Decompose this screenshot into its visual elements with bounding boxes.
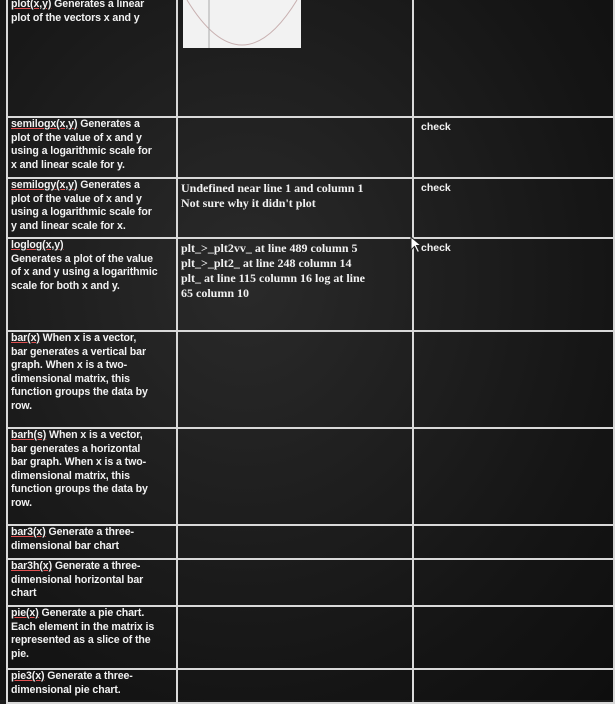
notes-cell	[177, 606, 413, 669]
function-description	[7, 331, 177, 428]
status-text	[417, 526, 610, 529]
table-row	[7, 331, 614, 428]
note-text	[181, 118, 409, 120]
function-name: semilogx(x,y)	[11, 118, 78, 130]
note-text: Undefined near line 1 and column 1 Not sure why it didn't plot	[181, 181, 364, 210]
function-description	[7, 178, 177, 238]
function-text: Generates a plot of the value of x and y using a logarithmic scale for y and linear scale for x.	[11, 179, 152, 232]
status-cell	[413, 428, 614, 525]
note-text: plt_>_plt2vv_ at line 489 column 5 plt_>_plt2_ at line 248 column 14 plt_ at line 115 column 16 log at line 65 column 10	[181, 241, 366, 300]
note-text	[181, 560, 409, 562]
plot-thumbnail	[183, 0, 301, 48]
function-name: bar(x)	[11, 332, 40, 344]
notes-cell	[177, 331, 413, 428]
status-text	[417, 0, 610, 1]
note-text	[181, 526, 409, 528]
function-name: semilogy(x,y)	[11, 179, 78, 191]
table-row	[7, 606, 614, 669]
status-cell	[413, 0, 614, 117]
status-cell	[413, 606, 614, 669]
status-cell	[413, 559, 614, 606]
function-text: Generates a plot of the value of x and y using a logarithmic scale for both x and y.	[11, 252, 158, 292]
note-text	[181, 429, 409, 431]
function-name: pie3(x)	[11, 670, 45, 682]
function-description	[7, 117, 177, 178]
function-text: Generate a three- dimensional pie chart.	[11, 670, 133, 696]
table-row	[7, 117, 614, 178]
function-table	[6, 0, 615, 704]
function-description	[7, 0, 177, 117]
function-description	[7, 238, 177, 331]
function-text: Generate a three- dimensional horizontal bar chart	[11, 560, 144, 600]
notes-cell	[177, 669, 413, 703]
status-text	[417, 332, 610, 335]
status-cell	[413, 525, 614, 559]
function-name: pie(x)	[11, 607, 39, 619]
function-name: loglog(x,y)	[11, 239, 64, 251]
status-cell	[413, 238, 614, 331]
status-text: check	[421, 182, 451, 194]
table-row	[7, 0, 614, 117]
function-name: bar3h(x)	[11, 560, 52, 572]
function-text: Generates a plot of the value of x and y using a logarithmic scale for x and linear scale for y.	[11, 118, 152, 171]
status-cell	[413, 178, 614, 238]
table-row	[7, 559, 614, 606]
note-text	[181, 607, 409, 609]
note-text	[181, 670, 409, 672]
note-text	[181, 332, 409, 334]
table-row	[7, 525, 614, 559]
notes-cell	[177, 428, 413, 525]
status-text: check	[421, 242, 451, 254]
function-description	[7, 559, 177, 606]
status-text	[417, 560, 610, 563]
notes-cell	[177, 117, 413, 178]
mouse-pointer-icon	[410, 236, 424, 259]
function-text: Generate a pie chart. Each element in the matrix is represented as a slice of the pie.	[11, 607, 155, 660]
function-description	[7, 428, 177, 525]
status-text: check	[421, 121, 451, 133]
note-text	[181, 48, 409, 50]
table-row	[7, 428, 614, 525]
function-name: bar3(x)	[11, 526, 46, 538]
status-cell	[413, 331, 614, 428]
status-text	[417, 670, 610, 673]
status-cell	[413, 117, 614, 178]
function-text: When x is a vector, bar generates a horizontal bar graph. When x is a two- dimensional matrix, this function groups the data by row.	[11, 429, 148, 509]
function-text: When x is a vector, bar generates a vertical bar graph. When x is a two- dimensional matrix, this function groups the data by row.	[11, 332, 148, 412]
function-name: barh(s)	[11, 429, 47, 441]
function-text: Generate a three- dimensional bar chart	[11, 526, 134, 552]
notes-cell	[177, 238, 413, 331]
function-description	[7, 606, 177, 669]
notes-cell	[177, 559, 413, 606]
table-row	[7, 178, 614, 238]
status-text	[417, 429, 610, 432]
function-text: Generates a linear plot of the vectors x and y	[11, 0, 145, 24]
notes-cell	[177, 525, 413, 559]
function-name: plot(x,y)	[11, 0, 52, 10]
table-row	[7, 238, 614, 331]
function-description	[7, 669, 177, 703]
status-text	[417, 607, 610, 610]
status-cell	[413, 669, 614, 703]
function-description	[7, 525, 177, 559]
table-row	[7, 669, 614, 703]
notes-cell	[177, 0, 413, 117]
notes-cell	[177, 178, 413, 238]
